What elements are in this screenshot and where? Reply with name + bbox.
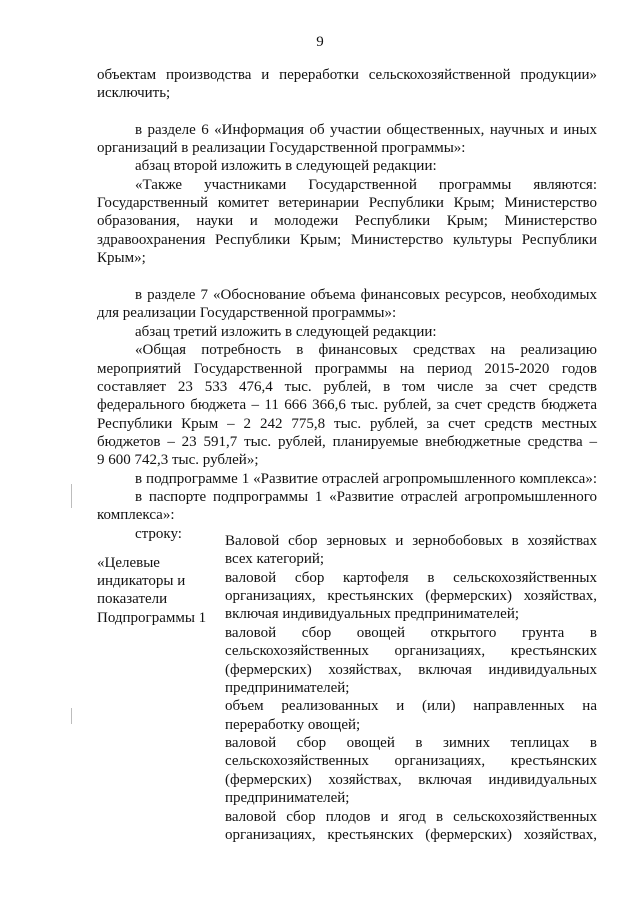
paragraph-4-line-5: Крым»; (97, 250, 146, 266)
paragraph-7-line-6: бюджетов – 23 591,7 тыс. рублей, планируемые внебюджетные средства – (97, 434, 597, 450)
table-right-line-15: предпринимателей; (225, 790, 350, 806)
page-number: 9 (316, 34, 324, 50)
table-left-line-1: «Целевые (97, 555, 160, 571)
paragraph-7-line-7: 9 600 742,3 тыс. рублей»; (97, 452, 259, 468)
table-left-line-2: индикаторы и (97, 573, 186, 589)
paragraph-7-line-4: федерального бюджета – 11 666 366,6 тыс. рублей, за счет средств бюджета (97, 397, 597, 413)
table-right-line-11: переработку овощей; (225, 717, 361, 733)
paragraph-5-line-2: для реализации Государственной программы»: (97, 305, 397, 321)
paragraph-1-line-2: исключить; (97, 85, 171, 101)
scan-mark (71, 484, 72, 508)
paragraph-4-line-2: Государственный комитет ветеринарии Республики Крым; Министерство (97, 195, 597, 211)
paragraph-9-line-2: комплекса»: (97, 507, 175, 523)
table-right-line-8: (фермерских) хозяйствах, включая индивидуальных (225, 662, 597, 678)
paragraph-2-line-2: организаций в реализации Государственной программы»: (97, 140, 466, 156)
paragraph-1-line-1: объектам производства и переработки сельскохозяйственной продукции» (97, 67, 597, 83)
table-right-line-2: всех категорий; (225, 551, 325, 567)
table-right-line-9: предпринимателей; (225, 680, 350, 696)
paragraph-4-line-4: здравоохранения Республики Крым; Министерство культуры Республики (97, 232, 597, 248)
table-right-line-13: сельскохозяйственных организациях, крестьянских (225, 753, 597, 769)
paragraph-6: абзац третий изложить в следующей редакции: (135, 324, 437, 340)
table-right-line-4: организациях, крестьянских (фермерских) хозяйствах, (225, 588, 597, 604)
paragraph-4-line-1: «Также участниками Государственной программы являются: (135, 177, 597, 193)
paragraph-8: в подпрограмме 1 «Развитие отраслей агропромышленного комплекса»: (135, 471, 597, 487)
paragraph-2-line-1: в разделе 6 «Информация об участии общественных, научных и иных (135, 122, 597, 138)
table-left-line-3: показатели (97, 591, 168, 607)
table-right-line-7: сельскохозяйственных организациях, крестьянских (225, 643, 597, 659)
table-right-line-3: валовой сбор картофеля в сельскохозяйственных (225, 570, 597, 586)
scan-mark (71, 708, 72, 724)
table-right-line-16: валовой сбор плодов и ягод в сельскохозяйственных (225, 809, 597, 825)
paragraph-4-line-3: образования, науки и молодежи Республики Крым; Министерство (97, 213, 597, 229)
paragraph-3: абзац второй изложить в следующей редакции: (135, 158, 437, 174)
paragraph-7-line-3: составляет 23 533 476,4 тыс. рублей, в том числе за счет средств (97, 379, 597, 395)
table-right-line-10: объем реализованных и (или) направленных на (225, 698, 597, 714)
table-right-line-14: (фермерских) хозяйствах, включая индивидуальных (225, 772, 597, 788)
table-right-line-17: организациях, крестьянских (фермерских) хозяйствах, (225, 827, 597, 843)
paragraph-10: строку: (135, 526, 182, 542)
table-right-line-6: валовой сбор овощей открытого грунта в (225, 625, 597, 641)
paragraph-5-line-1: в разделе 7 «Обоснование объема финансовых ресурсов, необходимых (135, 287, 597, 303)
paragraph-7-line-5: Республики Крым – 2 242 775,8 тыс. рублей, за счет средств местных (97, 416, 597, 432)
paragraph-9-line-1: в паспорте подпрограммы 1 «Развитие отраслей агропромышленного (135, 489, 597, 505)
table-right-line-5: включая индивидуальных предпринимателей; (225, 606, 520, 622)
paragraph-7-line-1: «Общая потребность в финансовых средствах на реализацию (135, 342, 597, 358)
table-left-line-4: Подпрограммы 1 (97, 610, 207, 626)
paragraph-7-line-2: мероприятий Государственной программы на период 2015-2020 годов (97, 361, 597, 377)
table-right-line-12: валовой сбор овощей в зимних теплицах в (225, 735, 597, 751)
table-right-line-1: Валовой сбор зерновых и зернобобовых в хозяйствах (225, 533, 597, 549)
